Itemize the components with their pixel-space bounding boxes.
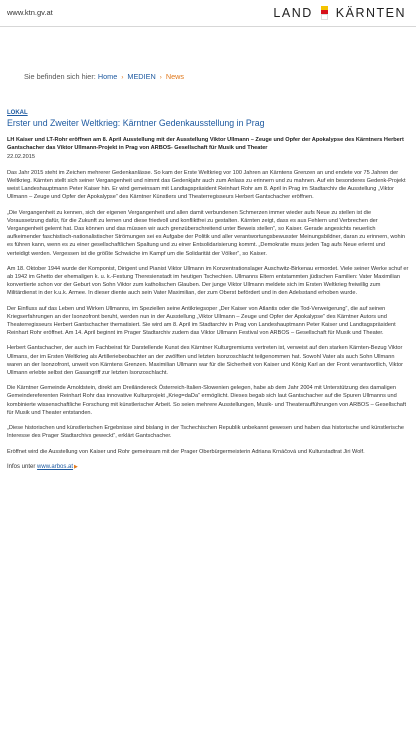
breadcrumb-medien[interactable]: MEDIEN — [127, 72, 156, 81]
article-category[interactable]: LOKAL — [7, 110, 28, 116]
article-lead: LH Kaiser und LT-Rohr eröffnen am 8. April Ausstellung mit der Ausstellung Viktor Ullmann – Zeuge und Opfer der Apokalypse des Kärntners Herbert Gantschacher das Viktor Ullmann-Projekt in Prag von ARBOS- Gesellschaft für Musik und Theater — [7, 137, 404, 152]
land-kaernten-logo[interactable] — [273, 4, 406, 22]
article-paragraph: „Die Vergangenheit zu kennen, sich der eigenen Vergangenheit und allen damit verbundenen Schmerzen immer wieder aufs Neue zu stellen ist die Voraussetzung dafür, für die Zukunft zu lernen und diese friedvoll und konfliktfrei zu gestalten. Kärnten zeigt, dass es aus Fehlern und Verbrechen der Vergangenheit gelernt hat. Das können und das müssen wir auch grenzüberschreitend unter Beweis stellen“, so Kaiser. Gerade angesichts neuerlich aufkeimender faschistisch-nationalistischer Strömungen sei es Aufgabe der Politik und aller verantwortungsbewusster Meinungsbildner, daran zu erinnern, wohin es führen kann, wenn es zu einer gesellschaftlichen Spaltung und zu einer Entsolidarisierung kommt. „Demokratie muss jeden Tag aufs Neue erlernt und verteidigt werden. Vergessen ist die größte Schwäche im Kampf um die Solidarität der Völker“, so Kaiser. — [7, 209, 405, 257]
flag-stripe-white — [321, 14, 328, 20]
article-title: Erster und Zweiter Weltkrieg: Kärntner Gedenkausstellung in Prag — [7, 118, 265, 129]
article-paragraph: Die Kärntner Gemeinde Arnoldstein, direkt am Dreiländereck Österreich-Italien-Slowenien gelegen, habe ab dem Jahr 2004 mit Unterstützung des damaligen Gemeindereferenten Reinhart Rohr das innovative Kulturprojekt „Krieg=daDa“ ermöglicht. Dieses begab sich laut Gantschacher auf die Spuren Ullmanns und kombinierte wissenschaftliche Forschung mit künstlerischer Arbeit. So seien mehrere Ausstellungen, Musik- und Theateraufführungen von ARBOS – Gesellschaft für Musik und Theater entstanden. — [7, 385, 407, 416]
article-paragraph: Der Einfluss auf das Leben und Wirken Ullmanns, im Speziellen seine Antikriegsoper „Der Kaiser von Atlantis oder die Tod-Verweigerung“, die auf seinen Kriegserfahrungen an der Isonzofront beruht, werden nun in der Ausstellung „Viktor Ullmann – Zeuge und Opfer der Apokalypse“ des Kärntner Autors und Theaterregisseurs Herbert Gantschacher thematisiert. Sie wird am 8. April im Stadtarchiv in Prag von Landeshauptmann Peter Kaiser und Landtagspräsident Reinhart Rohr eröffnet. Am 14. April beginnt im Prager Stadtarchiv zudem das Viktor Ullmann Festival von ARBOS – Gesellschaft für Musik und Theater. — [7, 305, 396, 337]
breadcrumb-home[interactable]: Home — [97, 72, 118, 81]
article-paragraph: Eröffnet wird die Ausstellung von Kaiser und Rohr gemeinsam mit der Prager Oberbürgermeisterin Adriana Krnáčová und Kulturstadtrat Jiri Wolf. — [7, 448, 365, 455]
article-paragraph: Am 18. Oktober 1944 wurde der Komponist, Dirigent und Pianist Viktor Ullmann im Konzentrationslager Auschwitz-Birkenau ermordet. Viele seiner Werke schuf er ab 1942 im Ghetto der ehemaligen k. u. k.-Festung Theresienstadt im heutigen Tschechien. Ullmanns Eltern entstammten jüdischen Familien: Vater Maximilian konvertierte schon vor der Geburt von Sohn Viktor zum katholischen Glauben. Der junge Viktor Ullmann meldete sich im Ersten Weltkrieg freiwillig zum Militärdienst in der k.u.k. Armee. In dieser diente auch sein Vater Maximilian, der zum Oberst befördert und in den Adelsstand erhoben wurde. — [7, 265, 409, 297]
breadcrumb — [24, 72, 184, 81]
news-article — [7, 109, 409, 471]
article-date: 22.02.2015 — [7, 153, 35, 160]
site-url[interactable]: www.ktn.gv.at — [7, 8, 53, 17]
logo-text-land: LAND — [273, 6, 313, 20]
info-prefix: Infos unter — [7, 463, 36, 470]
breadcrumb-news: News — [165, 72, 185, 81]
arbos-link[interactable]: www.arbos.at — [37, 463, 74, 470]
header-divider — [0, 26, 416, 27]
breadcrumb-separator-icon: › — [121, 75, 124, 81]
article-paragraph: „Diese historischen und künstlerischen Ergebnisse sind bislang in der Tschechischen Republik unbekannt gewesen und haben das historische und künstlerische Interesse des Prager Stadtarchivs geweckt“, erklärt Gantschacher. — [7, 425, 404, 440]
breadcrumb-prefix: Sie befinden sich hier: — [24, 72, 96, 81]
external-link-arrow-icon[interactable]: ▶ — [74, 463, 78, 470]
article-paragraph: Das Jahr 2015 steht im Zeichen mehrerer Gedenkanlässe. So kam der Erste Weltkrieg vor 100 Jahren an Kärntens Grenzen an und endete vor 75 Jahren der Weltkrieg. Kärnten stellt sich seiner Vergangenheit und nimmt das Gedenkjahr auch zum Anlass zu erinnern und zu mahnen. Auf ein besonderes Gedenk-Projekt weist Landeshauptmann Peter Kaiser hin. Er wird gemeinsam mit Landtagspräsident Reinhart Rohr am 8. April in Prag im Stadtarchiv die Ausstellung „Viktor Ullmann – Zeuge und Opfer der Apokalypse“ des Kärntner Künstlers und Theaterregisseurs Herbert Gantschacher eröffnen. — [7, 169, 406, 201]
site-header — [0, 0, 416, 26]
logo-text-kaernten: KÄRNTEN — [335, 6, 406, 20]
article-paragraph: Herbert Gantschacher, der auch im Fachbeirat für Darstellende Kunst des Kärntner Kulturgremiums vertreten ist, verweist auf den starken Kärnten-Bezug Viktor Ullmans, der im Ersten Weltkrieg als Artilleriebeobachter an der zwölften und letzten Isonzoschlacht teilgenommen hat. Sowohl Vater als auch Sohn Ullmann waren an der Isonzofront, unweit von Kärntens Grenzen. Maximilian Ullmann war für die Sicherheit von Kaiser und König Karl an der Front verantwortlich, Viktor Ullmann erlebte selbst den Gasangriff zur letzten Isonzoschlacht. — [7, 345, 404, 377]
carinthia-flag-icon — [321, 6, 328, 21]
breadcrumb-separator-icon: › — [159, 75, 162, 81]
info-line — [7, 463, 409, 471]
